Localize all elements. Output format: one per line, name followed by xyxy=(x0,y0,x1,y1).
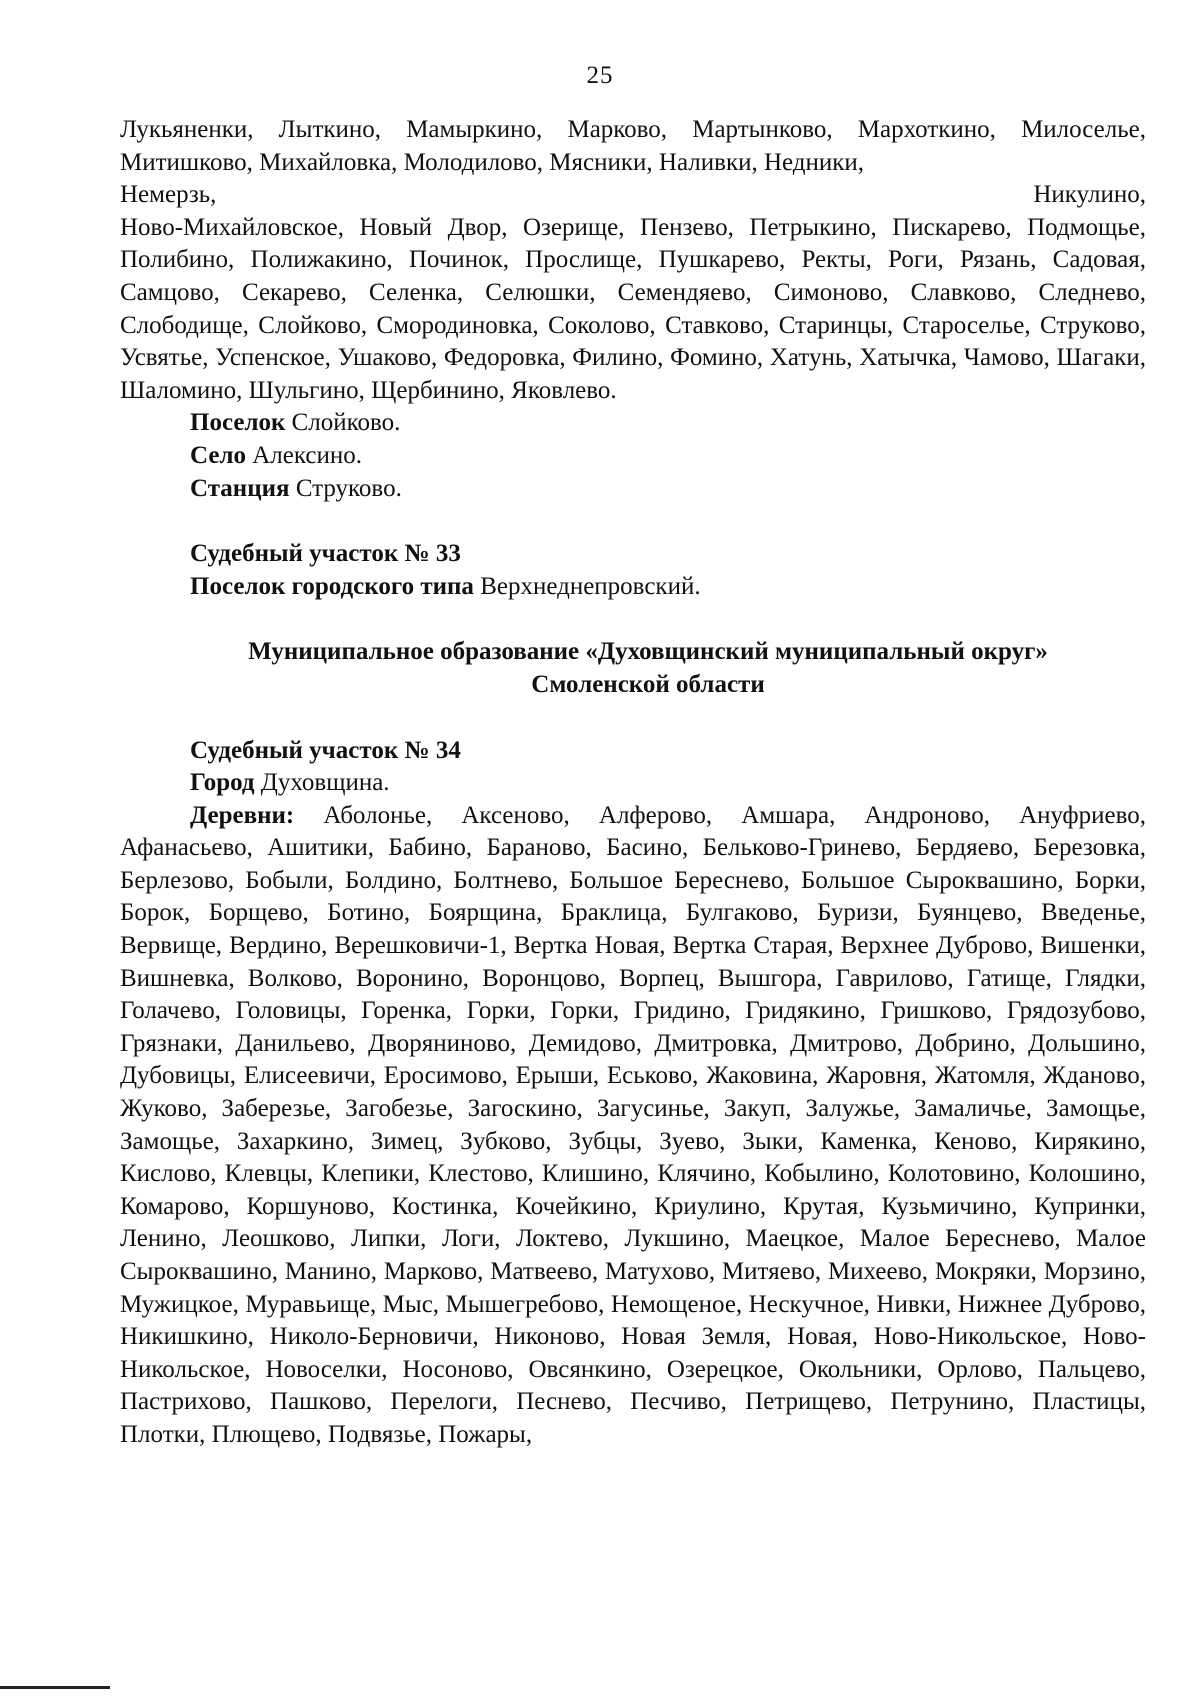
municipality-heading-line1: Муниципальное образование «Духовщинский муниципальный округ» xyxy=(248,638,1048,666)
page-number: 25 xyxy=(586,62,614,89)
municipality-heading-line2: Смоленской области xyxy=(531,670,765,698)
court-34-title: Судебный участок № 34 xyxy=(190,736,461,764)
document-body xyxy=(120,114,1146,1452)
court-34-villages xyxy=(120,800,1146,1452)
court-33-settlement xyxy=(120,571,1146,604)
settlement-label: Поселок xyxy=(190,409,286,437)
scan-edge-mark xyxy=(0,1686,110,1689)
villages-continued-split-line xyxy=(120,179,1146,212)
court-34-villages-label: Деревни: xyxy=(190,801,295,829)
villages-continued-rest: Ново-Михайловское, Новый Двор, Озерище, Пензево, Петрыкино, Пискарево, Подмощье, Полибино, Полижакино, Починок, Прослище, Пушкарево, Ректы, Роги, Рязань, Садовая, Самцово, Секарево, Селенка, Селюшки, Семендяево, Симоново, Славково, Следнево, Слободище, Слойково, Смородиновка, Соколово, Ставково, Старинцы, Староселье, Струково, Усвятье, Успенское, Ушаково, Федоровка, Филино, Фомино, Хатунь, Хатычка, Чамово, Шагаки, Шаломино, Шульгино, Щербинино, Яковлево. xyxy=(120,213,1146,404)
settlement-stantsiya xyxy=(120,473,1146,506)
court-34-city-label: Город xyxy=(190,769,255,797)
village-nikulino: Никулино, xyxy=(1033,181,1146,209)
settlement-label: Станция xyxy=(190,474,290,502)
settlement-poselok xyxy=(120,407,1146,440)
settlement-value: Струково. xyxy=(289,474,402,502)
court-34-city xyxy=(120,767,1146,800)
villages-continued-line1: Лукьяненки, Лыткино, Мамыркино, Марково, Мартынково, Мархоткино, Милоселье, Митишково, Михайловка, Молодилово, Мясники, Наливки, Недники, xyxy=(120,116,1146,176)
village-nemerz: Немерзь, xyxy=(120,181,217,209)
court-33-title: Судебный участок № 33 xyxy=(190,540,461,568)
court-34-city-value: Духовщина. xyxy=(254,769,390,797)
court-33-label: Поселок городского типа xyxy=(190,572,474,600)
settlement-value: Алексино. xyxy=(245,441,362,469)
court-34-villages-text: Аболонье, Аксеново, Алферово, Амшара, Андроново, Ануфриево, Афанасьево, Ашитики, Бабино, Бараново, Басино, Бельково-Гринево, Бердяево, Березовка, Берлезово, Бобыли, Болдино, Болтнево, Большое Береснево, Большое Сыроквашино, Борки, Борок, Борщево, Ботино, Боярщина, Браклица, Булгаково, Буризи, Буянцево, Введенье, Вервище, Вердино, Верешковичи-1, Вертка Новая, Вертка Старая, Верхнее Дуброво, Вишенки, Вишневка, Волково, Воронино, Воронцово, Ворпец, Вышгора, Гаврилово, Гатище, Глядки, Голачево, Головицы, Горенка, Горки, Горки, Гридино, Гридякино, Гришково, Грядозубово, Грязнаки, Данильево, Дворяниново, Демидово, Дмитровка, Дмитрово, Добрино, Дольшино, Дубовицы, Елисеевичи, Еросимово, Ерыши, Еськово, Жаковина, Жаровня, Жатомля, Жданово, Жуково, Заберезье, Загобезье, Загоскино, Загусинье, Закуп, Залужье, Замаличье, Замощье, Замощье, Захаркино, Зимец, Зубково, Зубцы, Зуево, Зыки, Каменка, Кеново, Кирякино, Кислово, Клевцы, Клепики, Клестово, Клишино, Клячино, Кобылино, Колотовино, Колошино, Комарово, Коршуново, Костинка, Кочейкино, Криулино, Крутая, Кузьмичино, Купринки, Ленино, Леошково, Липки, Логи, Локтево, Лукшино, Маецкое, Малое Береснево, Малое Сыроквашино, Манино, Марково, Матвеево, Матухово, Митяево, Михеево, Мокряки, Морзино, Мужицкое, Муравьище, Мыс, Мышегребово, Немощеное, Нескучное, Нивки, Нижнее Дуброво, Никишкино, Николо-Берновичи, Никоново, Новая Земля, Новая, Ново-Никольское, Ново-Никольское, Новоселки, Носоново, Овсянкино, Озерецкое, Окольники, Орлово, Пальцево, Пастрихово, Пашково, Перелоги, Песнево, Песчиво, Петрищево, Петрунино, Пластицы, Плотки, Плющево, Подвязье, Пожары, xyxy=(120,801,1146,1448)
court-33-value: Верхнеднепровский. xyxy=(473,572,701,600)
settlement-value: Слойково. xyxy=(285,409,401,437)
settlement-selo xyxy=(120,440,1146,473)
settlement-label: Село xyxy=(190,441,246,469)
